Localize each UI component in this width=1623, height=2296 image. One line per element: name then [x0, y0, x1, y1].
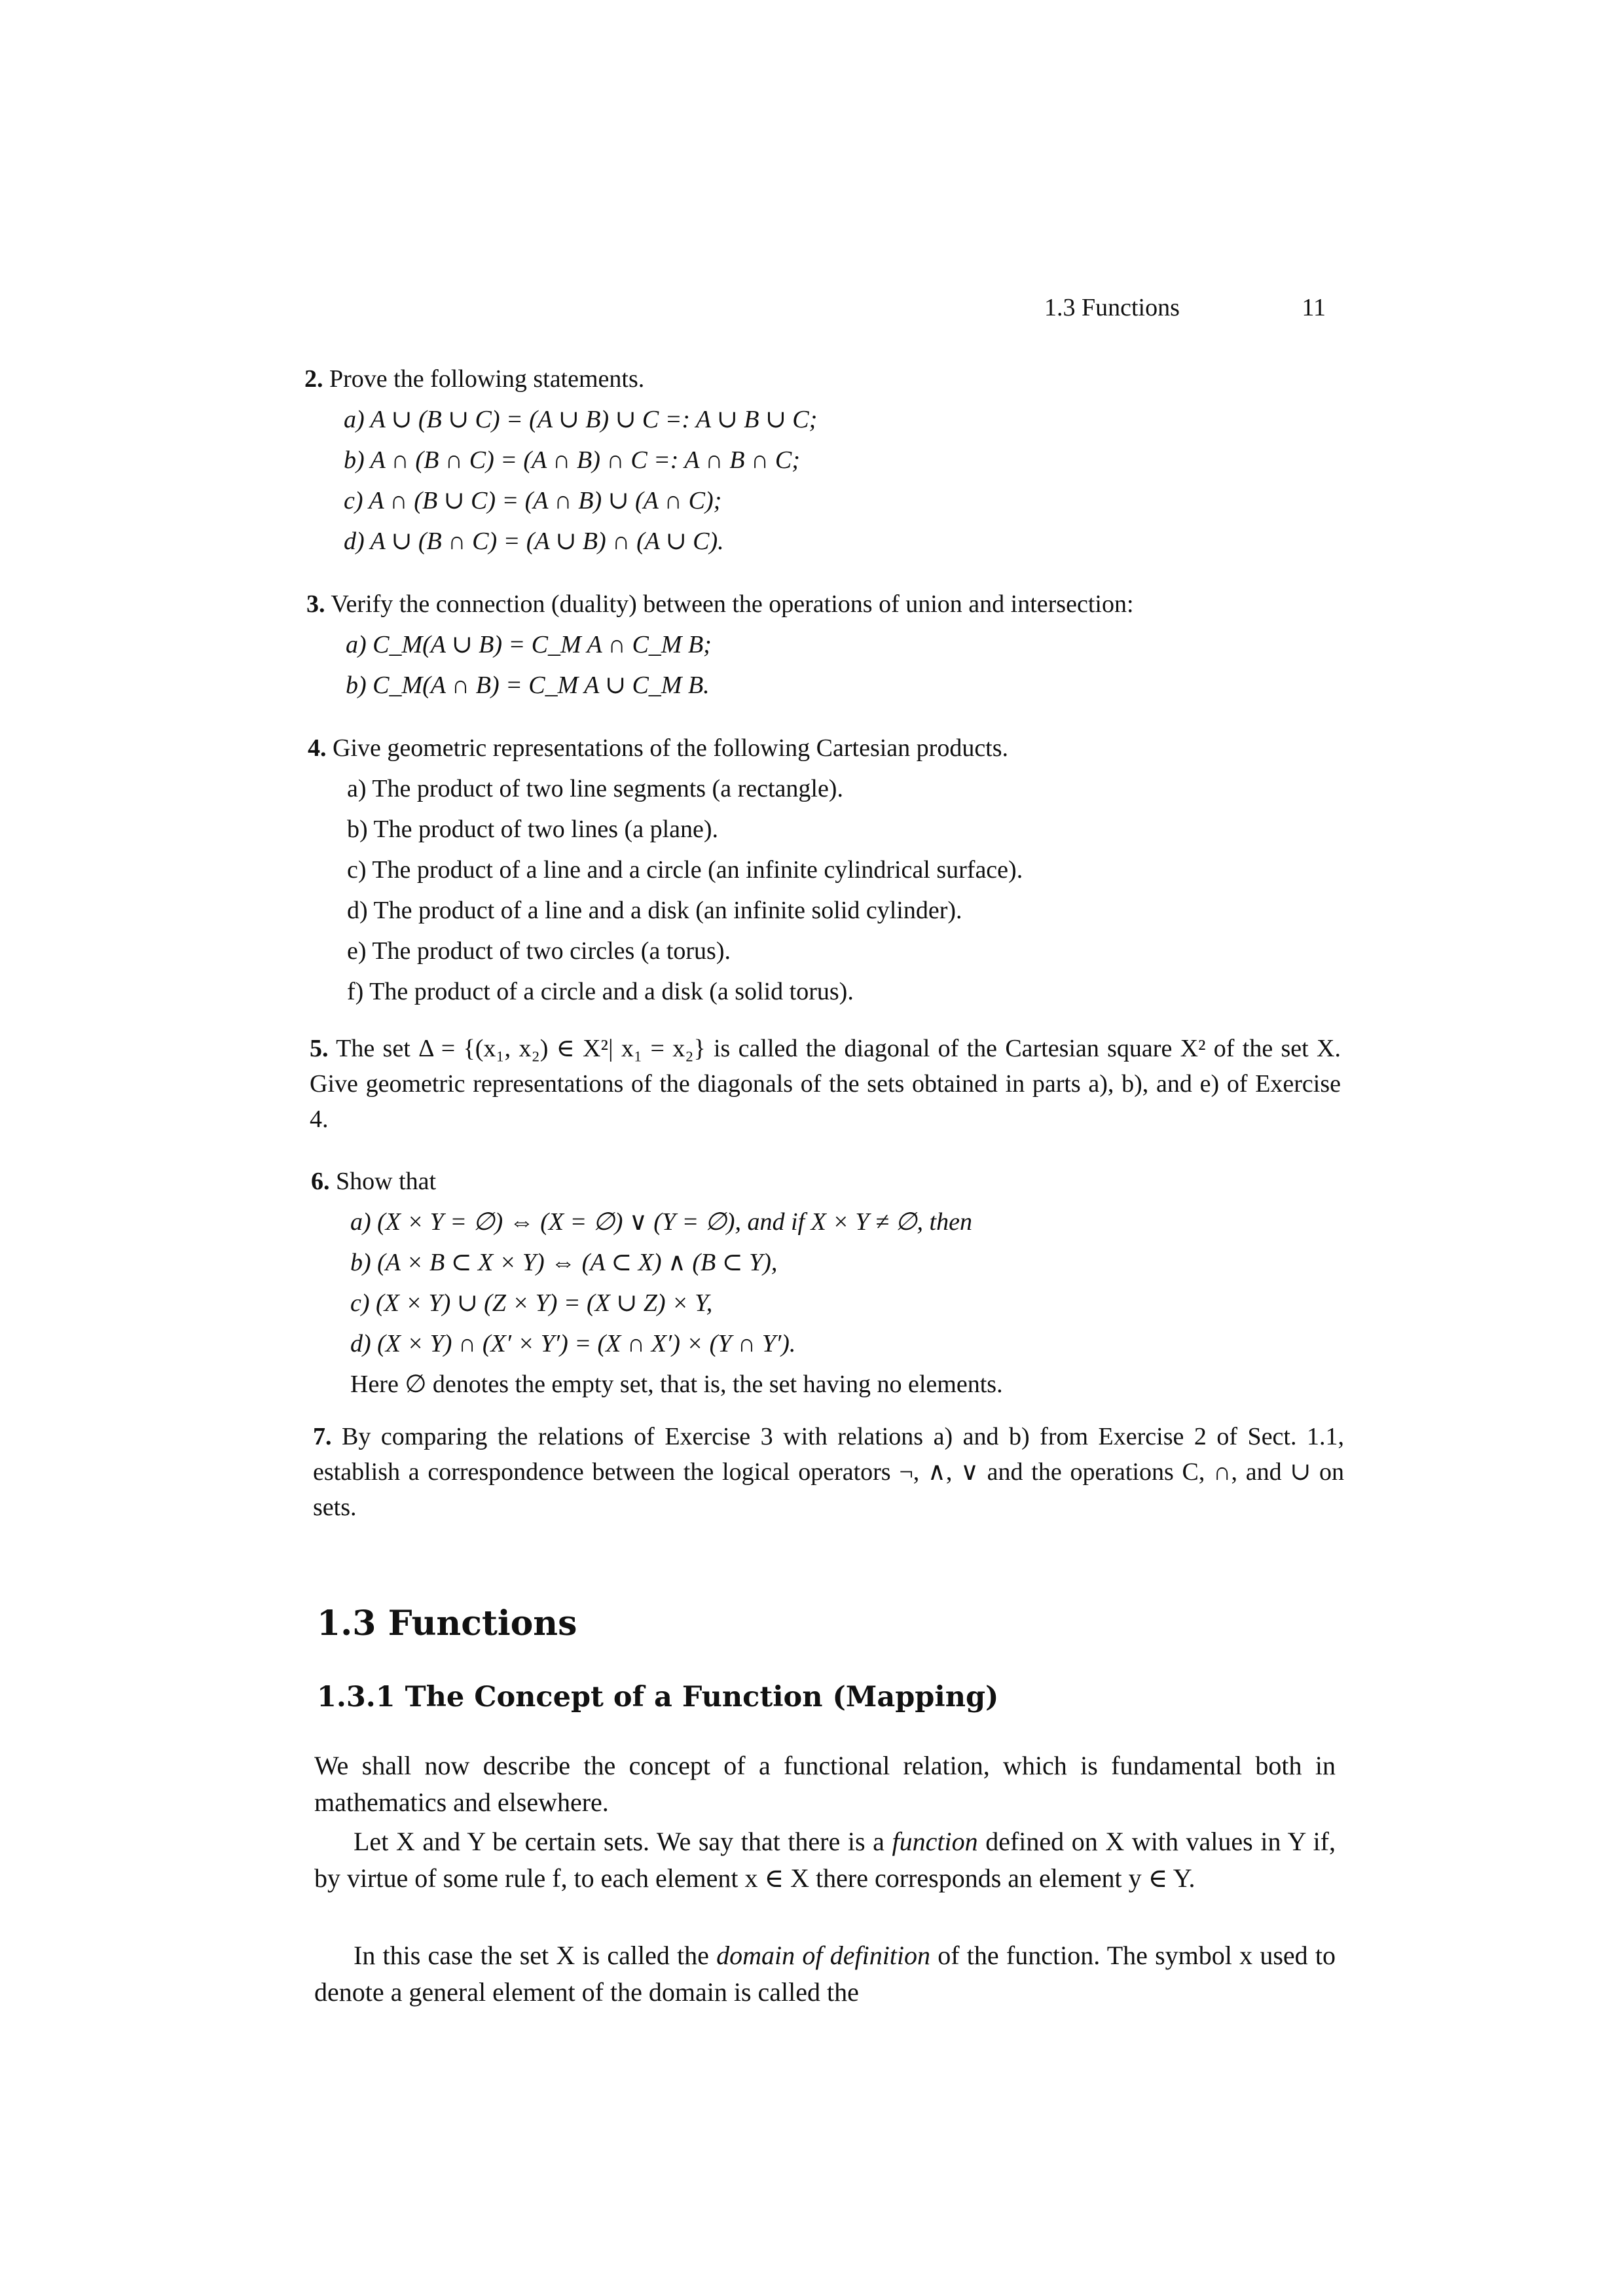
- exercise-6-item-d: d) (X × Y) ∩ (X′ × Y′) = (X ∩ X′) × (Y ∩ Y′).: [350, 1330, 796, 1357]
- exercise-4-item-e: e) The product of two circles (a torus).: [347, 937, 731, 965]
- paragraph-text: of the function. The symbol x used to denote a general element of the domain is called the: [314, 1941, 1336, 2007]
- exercise-2-item-c: c) A ∩ (B ∪ C) = (A ∩ B) ∪ (A ∩ C);: [344, 487, 722, 514]
- exercise-3-item-a: a) C_M(A ∪ B) = C_M A ∩ C_M B;: [346, 631, 712, 658]
- exercise-6-note: Here ∅ denotes the empty set, that is, the set having no elements.: [350, 1371, 1003, 1398]
- exercise-4-stem: [308, 728, 1342, 768]
- exercise-3-stem: [306, 584, 1341, 624]
- header-section-title: 1.3 Functions: [1044, 294, 1180, 321]
- exercise-number: 4.: [308, 734, 327, 762]
- subsection-heading: 1.3.1 The Concept of a Function (Mapping): [317, 1681, 999, 1713]
- exercise-text: By comparing the relations of Exercise 3 with relations a) and b) from Exercise 2 of Sect. 1.1, establish a correspondence between the logical operators ¬, ∧, ∨ and the operations C, ∩, and ∪ on sets.: [313, 1423, 1344, 1521]
- exercise-text: Verify the connection (duality) between the operations of union and intersection:: [331, 590, 1134, 618]
- exercise-2-stem: [304, 359, 1339, 399]
- exercise-number: 3.: [306, 590, 325, 618]
- body-paragraph-3: [314, 1937, 1336, 2011]
- exercise-6-stem: [311, 1161, 1345, 1202]
- exercise-3-item-b: b) C_M(A ∩ B) = C_M A ∪ C_M B.: [346, 672, 710, 699]
- exercise-number: 7.: [313, 1423, 332, 1450]
- emphasis-function: function: [892, 1827, 978, 1856]
- exercise-2-item-a: a) A ∪ (B ∪ C) = (A ∪ B) ∪ C =: A ∪ B ∪ C;: [344, 406, 818, 433]
- exercise-number: 2.: [304, 365, 323, 393]
- exercise-4-item-f: f) The product of a circle and a disk (a solid torus).: [347, 978, 854, 1005]
- exercise-4: [308, 728, 1342, 1012]
- exercise-4-item-b: b) The product of two lines (a plane).: [347, 816, 719, 843]
- exercise-2-item-b: b) A ∩ (B ∩ C) = (A ∩ B) ∩ C =: A ∩ B ∩ C;: [344, 446, 800, 474]
- body-paragraph-1: We shall now describe the concept of a functional relation, which is fundamental both in mathematics and elsewhere.: [314, 1751, 1336, 1817]
- exercise-4-item-c: c) The product of a line and a circle (an infinite cylindrical surface).: [347, 856, 1023, 884]
- exercise-text: The set Δ = {(x₁, x₂) ∈ X²| x₁ = x₂} is called the diagonal of the Cartesian square X² of the set X. Give geometric representations of the diagonals of the sets obtained in parts a), b), and e) of Exercise 4.: [310, 1035, 1341, 1133]
- paragraph-text: Let X and Y be certain sets. We say that there is a: [354, 1827, 892, 1856]
- exercise-6: [311, 1161, 1345, 1405]
- exercise-number: 5.: [310, 1035, 329, 1062]
- body-paragraph-2: [314, 1823, 1336, 1897]
- exercise-number: 6.: [311, 1168, 330, 1195]
- exercise-4-item-d: d) The product of a line and a disk (an infinite solid cylinder).: [347, 897, 962, 924]
- paragraph-text: In this case the set X is called the: [354, 1941, 717, 1970]
- exercise-6-item-a: a) (X × Y = ∅) ⇔ (X = ∅) ∨ (Y = ∅), and if X × Y ≠ ∅, then: [350, 1208, 972, 1236]
- exercise-text: Give geometric representations of the following Cartesian products.: [333, 734, 1009, 762]
- exercise-6-item-b: b) (A × B ⊂ X × Y) ⇔ (A ⊂ X) ∧ (B ⊂ Y),: [350, 1249, 778, 1276]
- page-number: 11: [1302, 294, 1326, 321]
- exercise-3: [306, 584, 1341, 706]
- exercise-5: [310, 1031, 1341, 1137]
- exercise-2-item-d: d) A ∪ (B ∩ C) = (A ∪ B) ∩ (A ∪ C).: [344, 528, 724, 555]
- running-header: [1044, 293, 1326, 322]
- emphasis-domain: domain of definition: [716, 1941, 931, 1970]
- exercise-6-item-c: c) (X × Y) ∪ (Z × Y) = (X ∪ Z) × Y,: [350, 1289, 713, 1317]
- exercise-text: Show that: [336, 1168, 437, 1195]
- exercise-4-item-a: a) The product of two line segments (a rectangle).: [347, 775, 843, 802]
- exercise-7: [313, 1419, 1344, 1525]
- paragraph-text: defined on X with values in Y if, by virtue of some rule f, to each element x ∈ X there corresponds an element y ∈ Y.: [314, 1827, 1336, 1893]
- exercise-text: Prove the following statements.: [329, 365, 645, 393]
- exercise-2: [304, 359, 1339, 562]
- section-heading: 1.3 Functions: [317, 1604, 577, 1643]
